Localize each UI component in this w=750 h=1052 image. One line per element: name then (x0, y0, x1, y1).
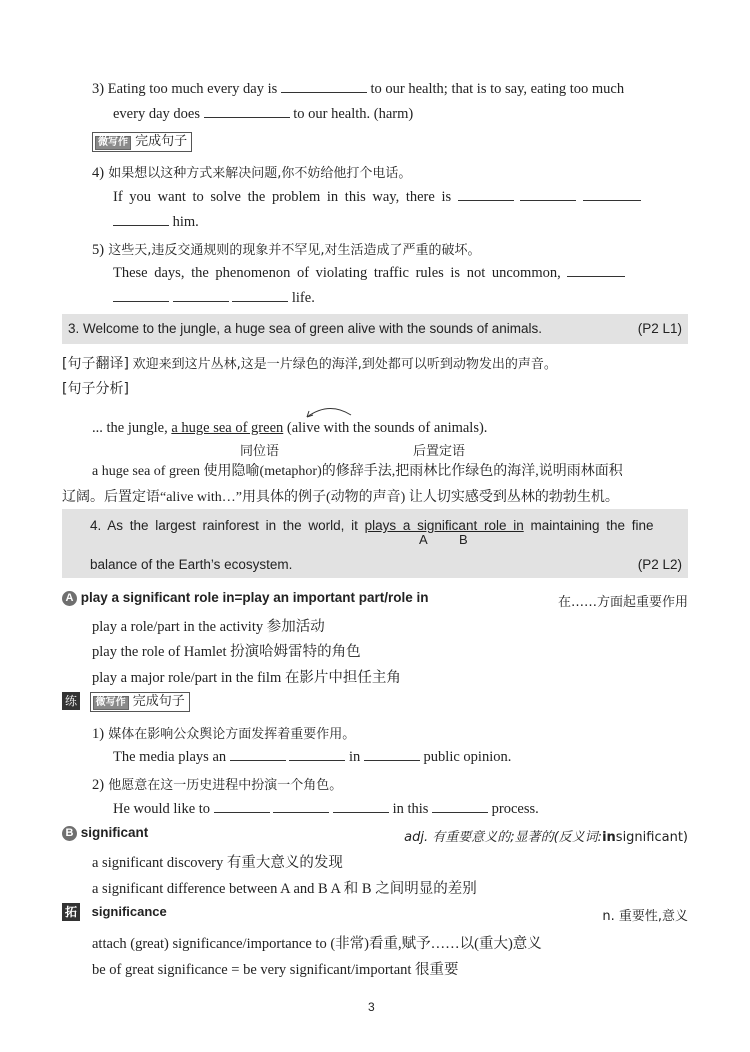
appositive-phrase: a huge sea of green (171, 420, 284, 436)
point-a-meaning: 在……方面起重要作用 (557, 595, 688, 610)
answer-blank[interactable] (583, 188, 641, 201)
analysis-label: [句子分析] (62, 381, 129, 397)
point-b-head: B significant (62, 825, 148, 841)
point-b-meaning: adj. 有重要意义的;显著的(反义词:insignificant) (404, 830, 688, 845)
translation-label: [句子翻译] (62, 356, 129, 372)
answer-blank[interactable] (520, 188, 576, 201)
translation-row (62, 353, 557, 373)
letter-a-badge: A (62, 591, 77, 606)
ex1-chinese: 1) 媒体在影响公众舆论方面发挥着重要作用。 (92, 726, 356, 742)
analysis-explanation-2: 辽阔。后置定语“alive with…”用具体的例子(动物的声音) 让人切实感受到丛林的勃勃生机。 (62, 490, 619, 505)
sentence-3-band (62, 314, 688, 344)
example-line: a significant discovery 有重大意义的发现 (92, 855, 343, 871)
ex2-chinese: 2) 他愿意在这一历史进程中扮演一个角色。 (92, 777, 343, 793)
example-line: play a major role/part in the film 在影片中担任主角 (92, 670, 401, 686)
q3-number: 3) (92, 81, 105, 97)
q5-english-2: life. (113, 289, 315, 307)
example-line: play a role/part in the activity 参加活动 (92, 619, 325, 635)
analysis-sentence: ... the jungle, a huge sea of green (alive with the sounds of animals). (92, 420, 488, 436)
practice-icon: 练 (62, 692, 80, 710)
answer-blank[interactable] (214, 800, 270, 813)
answer-blank[interactable] (432, 800, 488, 813)
page-number: 3 (368, 1000, 375, 1014)
sentence-4-line2: balance of the Earth’s ecosystem. (90, 557, 293, 572)
sentence-3-ref: (P2 L1) (637, 321, 682, 336)
label-b: B (459, 532, 468, 547)
extension-meaning: n. 重要性,意义 (602, 909, 688, 924)
answer-blank[interactable] (281, 80, 367, 93)
label-a: A (419, 532, 428, 547)
extension-icon: 拓 (62, 903, 80, 921)
ex1-english: The media plays an in public opinion. (113, 749, 512, 765)
answer-blank[interactable] (364, 748, 420, 761)
answer-blank[interactable] (230, 748, 286, 761)
letter-b-badge: B (62, 826, 77, 841)
point-a-head: A play a significant role in=play an important part/role in (62, 590, 428, 606)
example-line: be of great significance = be very significant/important 很重要 (92, 962, 459, 978)
example-line: a significant difference between A and B A 和 B 之间明显的差别 (92, 881, 477, 897)
answer-blank[interactable] (273, 800, 329, 813)
modifier-arrow (303, 403, 355, 419)
q5-chinese: 5) 这些天,违反交通规则的现象并不罕见,对生活造成了严重的破坏。 (92, 242, 481, 258)
answer-blank[interactable] (113, 213, 169, 226)
example-line: play the role of Hamlet 扮演哈姆雷特的角色 (92, 644, 361, 660)
task-tag: 微写作 完成句子 (92, 132, 192, 152)
practice-head: 练 微写作 完成句子 (62, 692, 190, 712)
answer-blank[interactable] (289, 748, 345, 761)
sentence-3-text: 3. Welcome to the jungle, a huge sea of green alive with the sounds of animals. (68, 321, 543, 336)
extension-head: 拓 significance (62, 903, 167, 921)
answer-blank[interactable] (333, 800, 389, 813)
answer-blank[interactable] (232, 289, 288, 302)
sentence-4-band (62, 509, 688, 578)
answer-blank[interactable] (173, 289, 229, 302)
q3-line1: 3) Eating too much every day is to our health; that is to say, eating too much (92, 81, 625, 97)
sentence-4-line1: 4. As the largest rainforest in the world, it plays a significant role in maintaining the fine (90, 518, 654, 533)
answer-blank[interactable] (204, 105, 290, 118)
appositive-label: 同位语 (240, 444, 280, 459)
key-phrase: plays a significant role in (364, 518, 524, 533)
analysis-explanation-1: a huge sea of green 使用隐喻(metaphor)的修辞手法,把雨林比作绿色的海洋,说明雨林面积 (92, 464, 623, 479)
q4-chinese: 4) 如果想以这种方式来解决问题,你不妨给他打个电话。 (92, 165, 412, 181)
q3-line2: every day does to our health. (harm) (113, 106, 414, 122)
q4-english-1: If you want to solve the problem in this way, there is (113, 188, 641, 206)
translation-text: 欢迎来到这片丛林,这是一片绿色的海洋,到处都可以听到动物发出的声音。 (132, 357, 557, 372)
answer-blank[interactable] (567, 264, 625, 277)
sentence-4-ref: (P2 L2) (637, 557, 682, 572)
ex2-english: He would like to in this process. (113, 801, 539, 817)
q5-english-1: These days, the phenomenon of violating traffic rules is not uncommon, (113, 264, 625, 282)
answer-blank[interactable] (458, 188, 514, 201)
q4-english-2: him. (113, 213, 199, 231)
postpositive-label: 后置定语 (413, 444, 466, 459)
answer-blank[interactable] (113, 289, 169, 302)
example-line: attach (great) significance/importance to (非常)看重,赋予……以(重大)意义 (92, 936, 542, 952)
